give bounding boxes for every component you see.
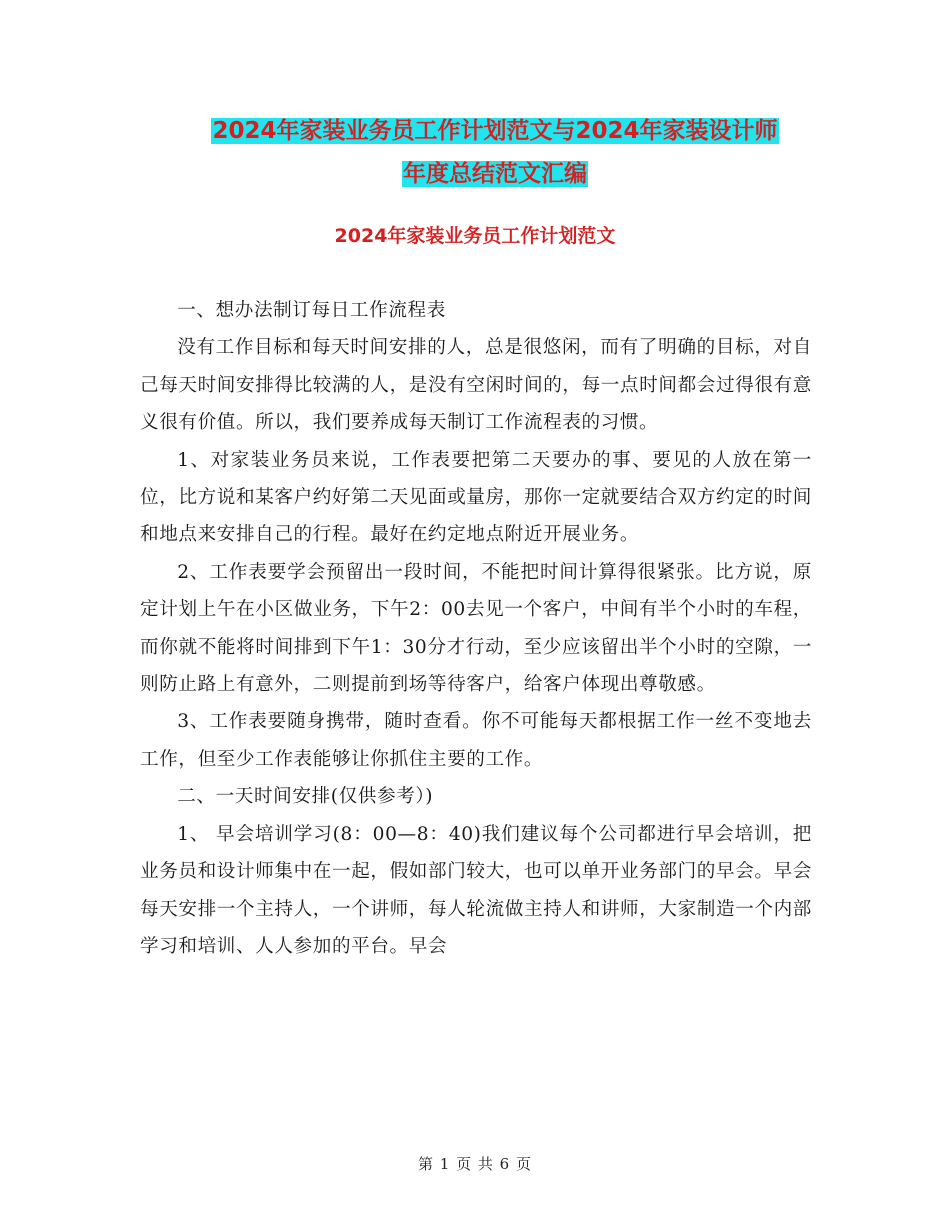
body-paragraph: 3、工作表要随身携带，随时查看。你不可能每天都根据工作一丝不变地去工作，但至少工作表能够让你抓住主要的工作。 [140,711,812,770]
body-paragraph: 1、 早会培训学习(8：00—8：40)我们建议每个公司都进行早会培训，把业务员和设计师集中在一起，假如部门较大，也可以单开业务部门的早会。早会每天安排一个主持人，一个讲师，每人轮流做主持人和讲师，大家制造一个内部学习和培训、人人参加的平台。早会 [140,823,812,957]
body-paragraph: 2、工作表要学会预留出一段时间，不能把时间计算得很紧张。比方说，原定计划上午在小区做业务，下午2：00去见一个客户，中间有半个小时的车程，而你就不能将时间排到下午1：30分才行动，至少应该留出半个小时的空隙，一则防止路上有意外，二则提前到场等待客户，给客户体现出尊敬感。 [140,561,812,696]
section-title: 2024年家装业务员工作计划范文 [334,225,616,247]
title-highlight: 2024年家装业务员工作计划范文与2024年家装设计师 [212,118,778,144]
document-title-line-2 [140,155,850,193]
heading-paragraph: 二、一天时间安排(仅供参考）) [177,786,434,808]
document-body [140,292,812,965]
body-paragraph: 1、对家装业务员来说，工作表要把第二天要办的事、要见的人放在第一位，比方说和某客户约好第二天见面或量房，那你一定就要结合双方约定的时间和地点来安排自己的行程。最好在约定地点附近开展业务。 [140,449,812,546]
heading-paragraph: 一、想办法制订每日工作流程表 [177,300,446,321]
title-highlight: 年度总结范文汇编 [403,161,587,187]
body-paragraph: 没有工作目标和每天时间安排的人，总是很悠闲，而有了明确的目标，对自己每天时间安排得比较满的人，是没有空闲时间的，每一点时间都会过得很有意义很有价值。所以，我们要养成每天制订工作流程表的习惯。 [140,337,812,434]
page-footer: 第 1 页 共 6 页 [418,1155,532,1173]
document-title-line-1 [140,112,850,150]
